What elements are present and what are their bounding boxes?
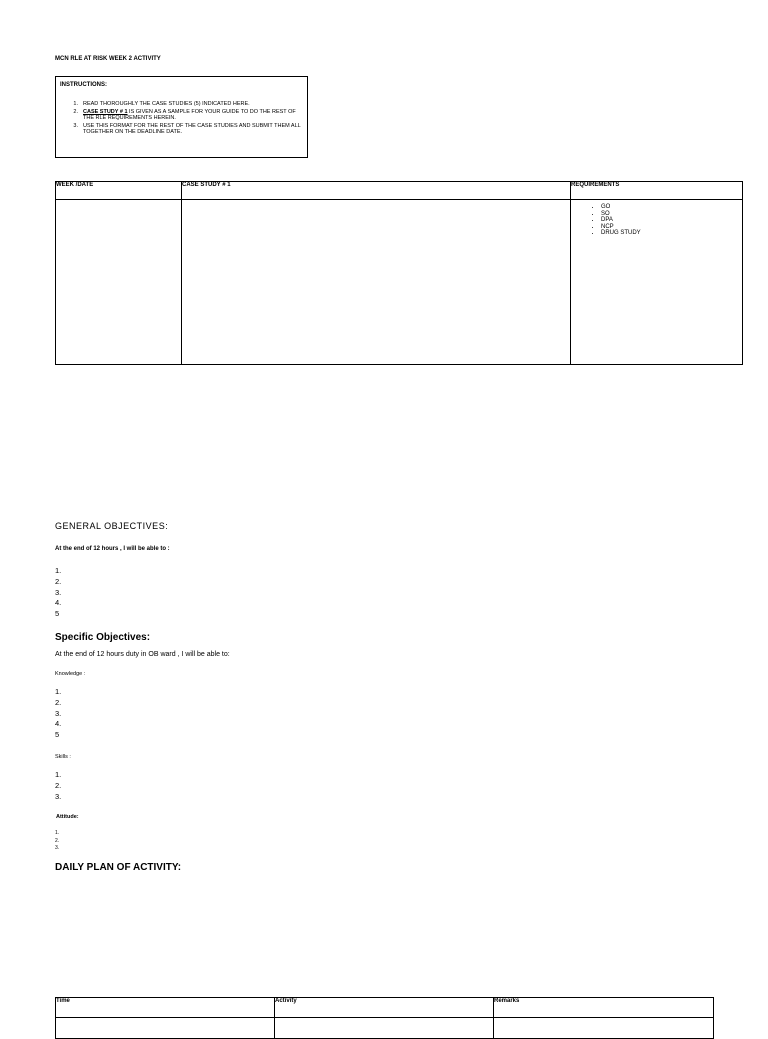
instruction-item: 3. USE THIS FORMAT FOR THE REST OF THE CASE STUDIES AND SUBMIT THEM ALL TOGETHER ON THE DEADLINE DATE. [73, 122, 301, 135]
list-item: 4. [55, 598, 62, 608]
instructions-heading: INSTRUCTIONS: [60, 82, 107, 88]
specific-objectives-title: Specific Objectives: [55, 632, 151, 643]
list-item: 2. [55, 697, 62, 707]
list-item: • SO [601, 211, 742, 218]
list-item: 2. [55, 780, 62, 790]
attitude-list [55, 830, 59, 853]
knowledge-label: Knowledge : [55, 671, 86, 677]
instructions-box [55, 76, 308, 158]
document-title: MCN RLE AT RISK WEEK 2 ACTIVITY [55, 56, 161, 62]
case-study-link-text: CASE STUDY # 1 [83, 108, 128, 115]
header-time: Time [56, 998, 275, 1018]
list-item: • NCP [601, 224, 742, 231]
list-item: 1. [55, 687, 62, 696]
list-item: 3. [55, 708, 62, 718]
time-cell[interactable] [56, 1018, 275, 1039]
remarks-cell[interactable] [494, 1018, 714, 1039]
case-study-table [55, 181, 743, 365]
list-item: 1. [55, 566, 62, 575]
instruction-item: 1. READ THOROUGHLY THE CASE STUDIES (5) INDICATED HERE. [73, 101, 250, 107]
list-item: • DPA [601, 217, 742, 224]
list-item: 3. [55, 845, 60, 851]
list-item: 1. [55, 770, 62, 779]
list-item: 2. [55, 576, 62, 586]
skills-label: Skills : [55, 754, 71, 760]
header-requirements: REQUIREMENTS [571, 182, 743, 200]
daily-plan-title: DAILY PLAN OF ACTIVITY: [55, 862, 182, 873]
general-objectives-list [55, 566, 61, 620]
list-item: 3. [55, 791, 62, 801]
daily-plan-table [55, 997, 714, 1039]
header-week-date: WEEK /DATE [56, 182, 182, 200]
list-item: • GO [601, 204, 742, 211]
header-case-study: CASE STUDY # 1 [182, 182, 571, 200]
list-item: 5 [55, 609, 60, 619]
list-item: • DRUG STUDY [601, 230, 742, 237]
requirements-list [571, 204, 742, 237]
header-activity: Activity [275, 998, 494, 1018]
attitude-label: Attitude: [56, 814, 79, 820]
general-objectives-title: GENERAL OBJECTIVES: [55, 521, 169, 531]
list-item: 3. [55, 587, 62, 597]
activity-cell[interactable] [275, 1018, 494, 1039]
requirements-cell [571, 200, 743, 365]
specific-objectives-lead: At the end of 12 hours duty in OB ward , I will be able to: [55, 651, 230, 658]
list-item: 2. [55, 837, 60, 844]
list-item: 5 [55, 730, 60, 740]
general-objectives-lead: At the end of 12 hours , I will be able to : [55, 546, 170, 552]
case-study-cell[interactable] [182, 200, 571, 365]
list-item: 4. [55, 719, 62, 729]
week-date-cell[interactable] [56, 200, 182, 365]
header-remarks: Remarks [494, 998, 714, 1018]
instructions-list [66, 101, 306, 137]
list-item: 1. [55, 830, 60, 836]
knowledge-list [55, 687, 61, 741]
skills-list [55, 770, 61, 802]
instruction-item: 2. CASE STUDY # 1 IS GIVEN AS A SAMPLE FOR YOUR GUIDE TO DO THE REST OF THE RLE REQUIREMENTS HEREIN. [73, 108, 296, 121]
